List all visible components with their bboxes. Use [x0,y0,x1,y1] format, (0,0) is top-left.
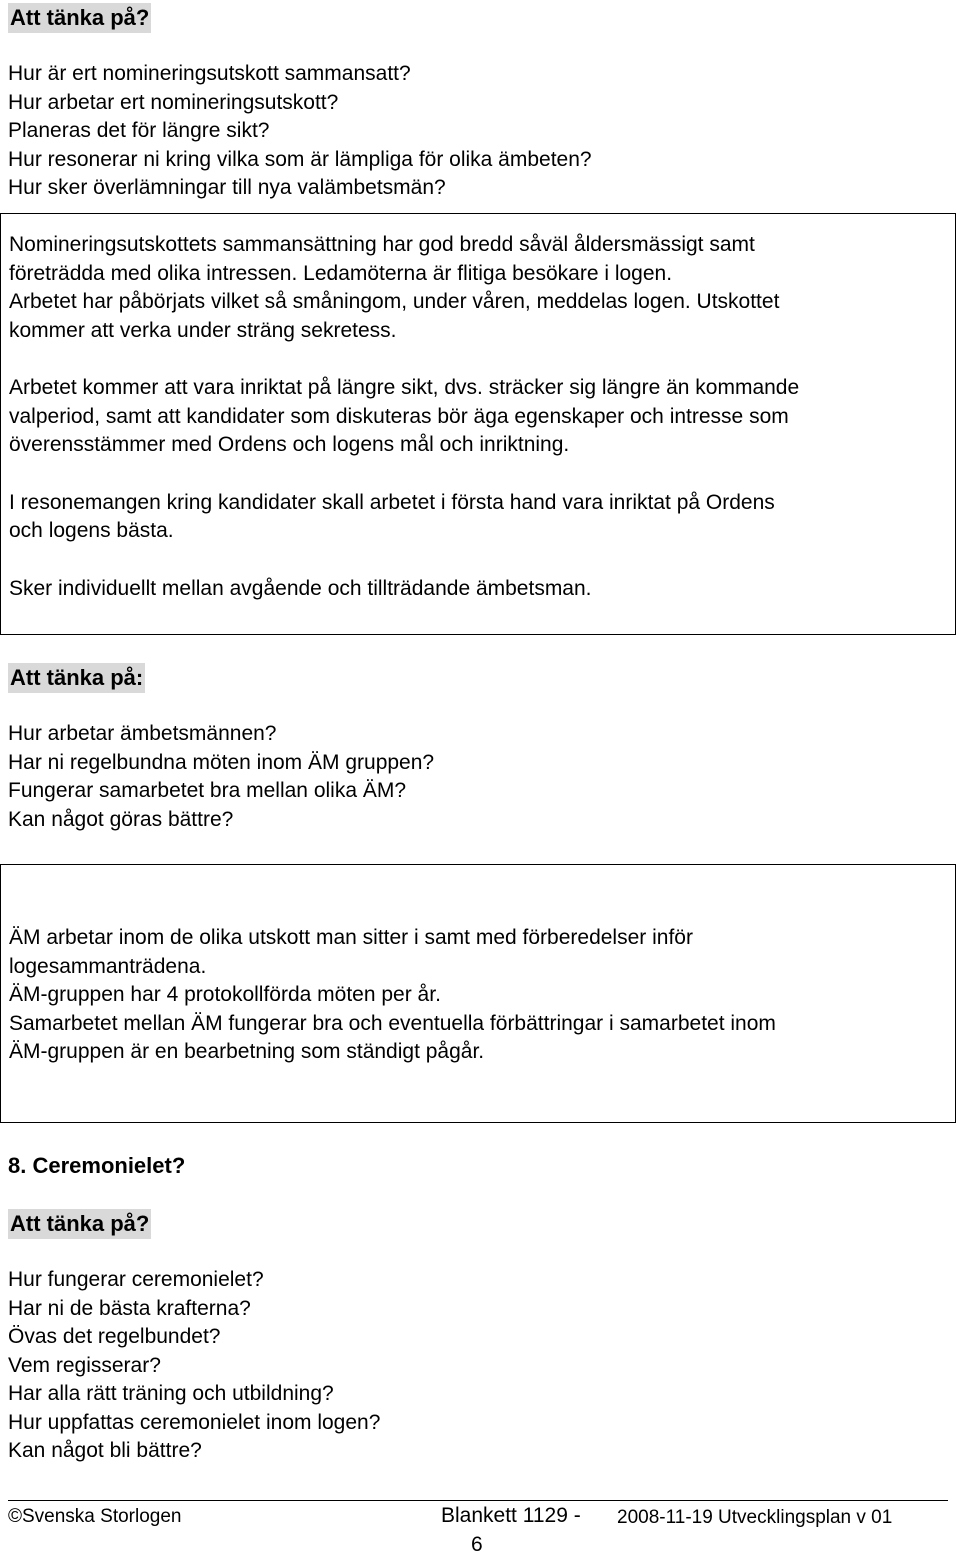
question-item: Har ni de bästa krafterna? [8,1296,251,1320]
question-list [8,60,592,203]
answer-line: överensstämmer med Ordens och logens mål och inriktning. [9,433,570,456]
section-heading: Att tänka på: [8,663,145,693]
answer-text [9,924,776,1067]
answer-line: valperiod, samt att kandidater som diskuteras bör äga egenskaper och intresse som [9,404,789,428]
answer-paragraph [9,374,799,460]
answer-line: I resonemangen kring kandidater skall arbetet i första hand vara inriktat på Ordens [9,490,775,514]
answer-box [0,864,956,1123]
footer-form-number: Blankett 1129 - [441,1504,581,1527]
answer-line: ÄM-gruppen har 4 protokollförda möten per år. [9,983,441,1006]
answer-line: Arbetet kommer att vara inriktat på längre sikt, dvs. sträcker sig längre än kommande [9,376,800,399]
section-heading: Att tänka på? [8,1209,151,1239]
answer-line: Nomineringsutskottets sammansättning har god bredd såväl åldersmässigt samt [9,233,755,256]
question-item: Vem regisserar? [8,1353,161,1377]
footer-date-plan: 2008-11-19 Utvecklingsplan v 01 [617,1507,893,1528]
answer-line: Arbetet har påbörjats vilket så småningom, under våren, meddelas logen. Utskottet [9,290,780,313]
question-item: Planeras det för längre sikt? [8,119,270,142]
answer-box [0,213,956,635]
question-item: Har ni regelbundna möten inom ÄM gruppen? [8,750,435,774]
answer-line: ÄM arbetar inom de olika utskott man sitter i samt med förberedelser inför [9,926,693,949]
answer-text [9,231,799,632]
question-item: Kan något bli bättre? [8,1439,202,1462]
section-title: 8. Ceremonielet? [8,1153,186,1178]
question-item: Hur sker överlämningar till nya valämbetsmän? [8,176,446,199]
question-item: Hur resonerar ni kring vilka som är lämpliga för olika ämbeten? [8,147,592,171]
answer-line: kommer att verka under sträng sekretess. [9,318,397,342]
question-item: Hur uppfattas ceremonielet inom logen? [8,1410,381,1434]
answer-line: och logens bästa. [9,519,174,542]
question-list [8,720,434,834]
footer-copyright: ©Svenska Storlogen [8,1506,182,1527]
question-item: Övas det regelbundet? [8,1325,221,1348]
answer-paragraph [9,575,799,604]
answer-line: Samarbetet mellan ÄM fungerar bra och eventuella förbättringar i samarbetet inom [9,1011,776,1035]
question-item: Hur fungerar ceremonielet? [8,1268,264,1291]
question-item: Hur arbetar ämbetsmännen? [8,722,277,745]
page-number: 6 [471,1533,483,1556]
question-item: Hur är ert nomineringsutskott sammansatt? [8,62,411,85]
question-item: Kan något göras bättre? [8,807,234,831]
answer-line: ÄM-gruppen är en bearbetning som ständigt pågår. [9,1040,485,1063]
section-heading: Att tänka på? [8,3,151,33]
question-item: Har alla rätt träning och utbildning? [8,1382,334,1405]
answer-line: Sker individuellt mellan avgående och tillträdande ämbetsman. [9,576,592,600]
question-item: Hur arbetar ert nomineringsutskott? [8,90,339,114]
question-item: Fungerar samarbetet bra mellan olika ÄM? [8,779,407,802]
answer-paragraph [9,231,799,345]
answer-line: företrädda med olika intressen. Ledamöterna är flitiga besökare i logen. [9,261,673,285]
answer-paragraph [9,489,799,546]
question-list [8,1266,380,1466]
answer-line: logesammanträdena. [9,954,207,978]
footer-divider [8,1500,948,1501]
